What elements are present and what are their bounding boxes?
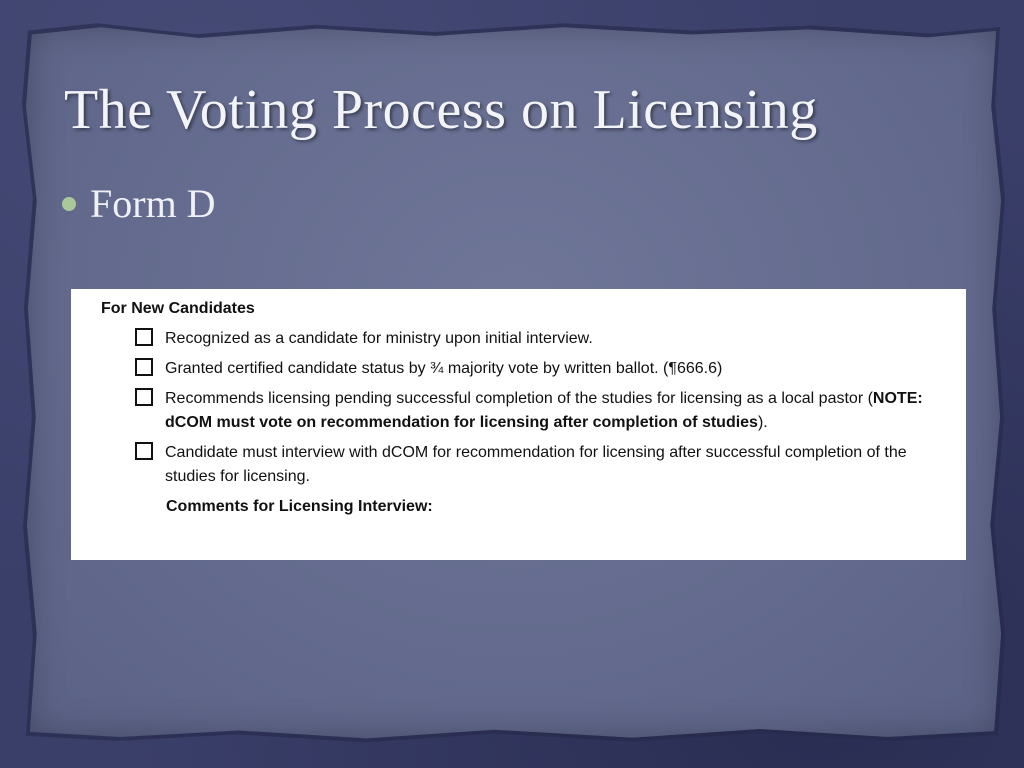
bullet-text: Form D — [90, 181, 216, 226]
bullet-dot-icon — [62, 197, 76, 211]
bullet-item — [62, 180, 216, 227]
checkbox-icon — [135, 442, 153, 460]
form-item-text — [165, 387, 945, 435]
form-d-image — [71, 289, 966, 560]
form-item-text: Recognized as a candidate for ministry upon initial interview. — [165, 330, 593, 347]
form-item — [135, 441, 945, 489]
slide-title: The Voting Process on Licensing — [64, 79, 818, 141]
checkbox-icon — [135, 358, 153, 376]
form-item — [135, 387, 945, 435]
checkbox-icon — [135, 388, 153, 406]
form-item-text: Granted certified candidate status by ¾ majority vote by written ballot. (¶666.6) — [165, 360, 723, 377]
form-item — [135, 357, 945, 381]
form-item-text-part: Recommends licensing pending successful completion of the studies for licensing as a local pastor ( — [165, 390, 873, 407]
form-heading: For New Candidates — [101, 300, 255, 317]
form-item — [135, 327, 945, 351]
comments-label: Comments for Licensing Interview: — [166, 498, 433, 515]
checkbox-icon — [135, 328, 153, 346]
form-item-text-part: ). — [757, 414, 768, 431]
form-item-note: NOTE: dCOM must vote on recommendation for licensing after completion of studies — [165, 390, 923, 431]
form-item-text: Candidate must interview with dCOM for recommendation for licensing after successful completion of the studies for licensing. — [165, 444, 907, 485]
